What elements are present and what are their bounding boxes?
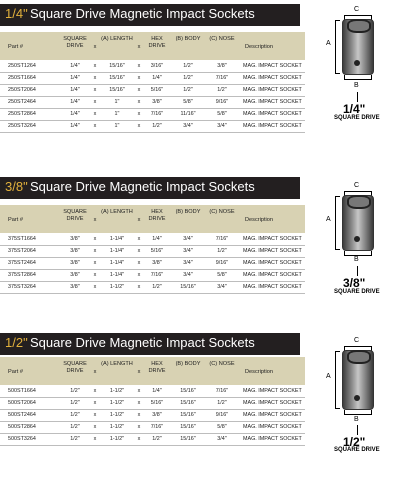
cell-nose: 9/16" [215, 99, 229, 105]
drive-size-badge: 1/4" [343, 102, 366, 116]
col-header-length: (A) LENGTH [101, 361, 133, 367]
col-header-x: x [137, 217, 141, 223]
cell-square-drive: 1/4" [70, 99, 80, 105]
cell-x: x [137, 111, 141, 117]
socket-image [342, 195, 374, 251]
square-drive-caption: SQUARE DRIVE [334, 289, 380, 295]
cell-square-drive: 1/4" [70, 63, 80, 69]
cell-x: x [137, 412, 141, 418]
cell-length: 1-1/4" [109, 248, 125, 254]
detent-hole [354, 60, 360, 66]
col-header-body: (B) BODY [175, 36, 201, 42]
cell-x: x [93, 99, 97, 105]
cell-body: 15/16" [180, 400, 196, 406]
cell-body: 1/2" [183, 75, 193, 81]
col-header-length: (A) LENGTH [101, 36, 133, 42]
cell-length: 1-1/2" [109, 284, 125, 290]
cell-part-number: 500ST3264 [8, 436, 36, 442]
dim-c-label: C [354, 182, 360, 189]
cell-x: x [93, 111, 97, 117]
col-header-body: (B) BODY [175, 209, 201, 215]
cell-length: 1-1/4" [109, 236, 125, 242]
cell-hex-drive: 3/8" [152, 412, 162, 418]
cell-description: MAG. IMPACT SOCKET [243, 63, 302, 69]
cell-x: x [93, 388, 97, 394]
cell-x: x [137, 75, 141, 81]
cell-description: MAG. IMPACT SOCKET [243, 284, 302, 290]
section-title-bar [0, 333, 300, 355]
col-header-square-drive: SQUARE DRIVE [63, 36, 87, 49]
cell-x: x [137, 272, 141, 278]
cell-hex-drive: 3/8" [152, 99, 162, 105]
cell-nose: 3/4" [217, 284, 227, 290]
cell-length: 1-1/2" [109, 412, 125, 418]
dim-b-bracket [344, 75, 372, 80]
cell-length: 1-1/4" [109, 260, 125, 266]
cell-x: x [137, 424, 141, 430]
section-title: Square Drive Magnetic Impact Sockets [30, 179, 255, 194]
col-header-hex-drive: HEX DRIVE [148, 361, 166, 374]
cell-hex-drive: 3/8" [152, 260, 162, 266]
cell-body: 3/4" [183, 248, 193, 254]
dim-b-label: B [354, 256, 359, 263]
cell-x: x [137, 284, 141, 290]
cell-hex-drive: 7/16" [150, 111, 164, 117]
cell-nose: 5/8" [217, 272, 227, 278]
detent-hole [354, 395, 360, 401]
cell-x: x [137, 63, 141, 69]
section-size-label: 3/8" [5, 179, 28, 194]
col-header-x: x [93, 44, 97, 50]
col-header-description: Description [245, 217, 273, 223]
cell-part-number: 500ST2864 [8, 424, 36, 430]
col-header-part: Part # [8, 44, 23, 50]
arrow-up-icon [357, 266, 358, 276]
cell-x: x [137, 436, 141, 442]
cell-part-number: 375ST2864 [8, 272, 36, 278]
cell-x: x [137, 388, 141, 394]
col-header-x: x [137, 44, 141, 50]
cell-part-number: 500ST1664 [8, 388, 36, 394]
cell-square-drive: 1/2" [70, 424, 80, 430]
cell-description: MAG. IMPACT SOCKET [243, 236, 302, 242]
cell-hex-drive: 1/2" [152, 123, 162, 129]
cell-nose: 3/4" [217, 123, 227, 129]
section-title: Square Drive Magnetic Impact Sockets [30, 335, 255, 350]
arrow-up-icon [357, 425, 358, 435]
col-header-length: (A) LENGTH [101, 209, 133, 215]
cell-square-drive: 1/4" [70, 87, 80, 93]
section-title: Square Drive Magnetic Impact Sockets [30, 6, 255, 21]
cell-description: MAG. IMPACT SOCKET [243, 248, 302, 254]
cell-x: x [93, 248, 97, 254]
hex-opening [347, 195, 371, 209]
cell-description: MAG. IMPACT SOCKET [243, 99, 302, 105]
col-header-description: Description [245, 44, 273, 50]
cell-part-number: 375ST1664 [8, 236, 36, 242]
cell-part-number: 250ST2864 [8, 111, 36, 117]
cell-body: 15/16" [180, 388, 196, 394]
cell-description: MAG. IMPACT SOCKET [243, 111, 302, 117]
dim-a-label: A [326, 373, 331, 380]
cell-nose: 5/8" [217, 424, 227, 430]
table-header [0, 357, 305, 385]
dim-a-bracket [335, 196, 340, 250]
cell-body: 15/16" [180, 284, 196, 290]
cell-nose: 7/16" [215, 236, 229, 242]
col-header-nose: (C) NOSE [209, 36, 235, 42]
cell-x: x [93, 436, 97, 442]
cell-nose: 3/8" [217, 63, 227, 69]
cell-x: x [137, 248, 141, 254]
cell-length: 15/16" [109, 87, 125, 93]
table-header [0, 205, 305, 233]
cell-square-drive: 1/2" [70, 400, 80, 406]
table-row [0, 281, 305, 294]
cell-nose: 1/2" [217, 400, 227, 406]
col-header-hex-drive: HEX DRIVE [148, 36, 166, 49]
socket-diagram [320, 4, 417, 119]
cell-x: x [93, 75, 97, 81]
cell-x: x [93, 87, 97, 93]
cell-length: 1" [114, 99, 120, 105]
cell-length: 1" [114, 111, 120, 117]
cell-body: 11/16" [180, 111, 196, 117]
square-drive-caption: SQUARE DRIVE [334, 115, 380, 121]
cell-part-number: 250ST1664 [8, 75, 36, 81]
cell-square-drive: 1/2" [70, 412, 80, 418]
cell-part-number: 375ST3264 [8, 284, 36, 290]
cell-description: MAG. IMPACT SOCKET [243, 87, 302, 93]
section-title-bar [0, 4, 300, 26]
cell-body: 1/2" [183, 87, 193, 93]
cell-hex-drive: 1/4" [152, 236, 162, 242]
dim-b-label: B [354, 82, 359, 89]
cell-square-drive: 1/4" [70, 75, 80, 81]
cell-hex-drive: 3/16" [150, 63, 164, 69]
dim-a-label: A [326, 40, 331, 47]
cell-part-number: 375ST2064 [8, 248, 36, 254]
cell-hex-drive: 5/16" [150, 248, 164, 254]
cell-body: 3/4" [183, 123, 193, 129]
cell-description: MAG. IMPACT SOCKET [243, 75, 302, 81]
cell-x: x [93, 63, 97, 69]
cell-body: 3/4" [183, 236, 193, 242]
cell-description: MAG. IMPACT SOCKET [243, 260, 302, 266]
cell-square-drive: 3/8" [70, 248, 80, 254]
cell-hex-drive: 7/16" [150, 272, 164, 278]
cell-description: MAG. IMPACT SOCKET [243, 400, 302, 406]
col-header-x: x [93, 217, 97, 223]
cell-part-number: 250ST3264 [8, 123, 36, 129]
socket-image [342, 19, 374, 75]
col-header-x: x [137, 369, 141, 375]
cell-x: x [93, 236, 97, 242]
cell-hex-drive: 1/4" [152, 388, 162, 394]
cell-length: 1-1/2" [109, 436, 125, 442]
cell-nose: 7/16" [215, 75, 229, 81]
cell-body: 15/16" [180, 412, 196, 418]
col-header-hex-drive: HEX DRIVE [148, 209, 166, 222]
cell-body: 15/16" [180, 436, 196, 442]
cell-hex-drive: 5/16" [150, 400, 164, 406]
dim-a-bracket [335, 351, 340, 409]
cell-x: x [137, 400, 141, 406]
drive-size-badge: 1/2" [343, 435, 366, 449]
col-header-square-drive: SQUARE DRIVE [63, 209, 87, 222]
dim-a-label: A [326, 216, 331, 223]
cell-body: 5/8" [183, 99, 193, 105]
hex-opening [347, 19, 371, 33]
cell-part-number: 500ST2064 [8, 400, 36, 406]
cell-length: 15/16" [109, 63, 125, 69]
cell-square-drive: 1/4" [70, 123, 80, 129]
cell-square-drive: 3/8" [70, 236, 80, 242]
col-header-part: Part # [8, 217, 23, 223]
table-row [0, 433, 305, 446]
arrow-up-icon [357, 92, 358, 102]
section-title-bar [0, 177, 300, 199]
cell-body: 3/4" [183, 272, 193, 278]
col-header-body: (B) BODY [175, 361, 201, 367]
cell-square-drive: 3/8" [70, 284, 80, 290]
socket-diagram [320, 335, 417, 453]
cell-square-drive: 1/2" [70, 388, 80, 394]
cell-body: 1/2" [183, 63, 193, 69]
dim-b-label: B [354, 416, 359, 423]
cell-square-drive: 3/8" [70, 272, 80, 278]
dim-c-label: C [354, 6, 360, 13]
cell-part-number: 250ST2464 [8, 99, 36, 105]
col-header-x: x [93, 369, 97, 375]
cell-square-drive: 3/8" [70, 260, 80, 266]
cell-body: 15/16" [180, 424, 196, 430]
cell-hex-drive: 5/16" [150, 87, 164, 93]
cell-nose: 9/16" [215, 260, 229, 266]
cell-x: x [93, 424, 97, 430]
col-header-nose: (C) NOSE [209, 361, 235, 367]
cell-x: x [137, 87, 141, 93]
cell-part-number: 500ST2464 [8, 412, 36, 418]
cell-square-drive: 1/2" [70, 436, 80, 442]
cell-length: 1-1/2" [109, 388, 125, 394]
cell-description: MAG. IMPACT SOCKET [243, 272, 302, 278]
cell-description: MAG. IMPACT SOCKET [243, 436, 302, 442]
cell-nose: 3/4" [217, 436, 227, 442]
cell-x: x [93, 284, 97, 290]
cell-hex-drive: 1/2" [152, 284, 162, 290]
cell-x: x [137, 99, 141, 105]
cell-x: x [93, 260, 97, 266]
cell-hex-drive: 7/16" [150, 424, 164, 430]
cell-x: x [137, 236, 141, 242]
cell-nose: 9/16" [215, 412, 229, 418]
cell-length: 1-1/2" [109, 424, 125, 430]
cell-nose: 1/2" [217, 248, 227, 254]
cell-hex-drive: 1/2" [152, 436, 162, 442]
cell-part-number: 250ST1264 [8, 63, 36, 69]
cell-hex-drive: 1/4" [152, 75, 162, 81]
detent-hole [354, 236, 360, 242]
cell-square-drive: 1/4" [70, 111, 80, 117]
square-drive-caption: SQUARE DRIVE [334, 447, 380, 453]
cell-x: x [93, 123, 97, 129]
cell-description: MAG. IMPACT SOCKET [243, 424, 302, 430]
cell-nose: 5/8" [217, 111, 227, 117]
cell-nose: 1/2" [217, 87, 227, 93]
cell-description: MAG. IMPACT SOCKET [243, 123, 302, 129]
col-header-part: Part # [8, 369, 23, 375]
cell-length: 1" [114, 123, 120, 129]
cell-body: 3/4" [183, 260, 193, 266]
cell-length: 1-1/4" [109, 272, 125, 278]
cell-x: x [137, 260, 141, 266]
cell-part-number: 250ST2064 [8, 87, 36, 93]
dim-a-bracket [335, 20, 340, 74]
cell-x: x [137, 123, 141, 129]
dim-c-label: C [354, 337, 360, 344]
col-header-description: Description [245, 369, 273, 375]
cell-description: MAG. IMPACT SOCKET [243, 388, 302, 394]
cell-description: MAG. IMPACT SOCKET [243, 412, 302, 418]
socket-diagram [320, 180, 417, 295]
cell-x: x [93, 400, 97, 406]
section-size-label: 1/4" [5, 6, 28, 21]
section-size-label: 1/2" [5, 335, 28, 350]
col-header-square-drive: SQUARE DRIVE [63, 361, 87, 374]
cell-length: 15/16" [109, 75, 125, 81]
hex-opening [347, 350, 371, 364]
table-header [0, 32, 305, 60]
cell-x: x [93, 272, 97, 278]
dim-b-bracket [344, 410, 372, 415]
cell-length: 1-1/2" [109, 400, 125, 406]
socket-image [342, 350, 374, 410]
table-row [0, 120, 305, 133]
drive-size-badge: 3/8" [343, 276, 366, 290]
cell-part-number: 375ST2464 [8, 260, 36, 266]
cell-x: x [93, 412, 97, 418]
col-header-nose: (C) NOSE [209, 209, 235, 215]
cell-nose: 7/16" [215, 388, 229, 394]
